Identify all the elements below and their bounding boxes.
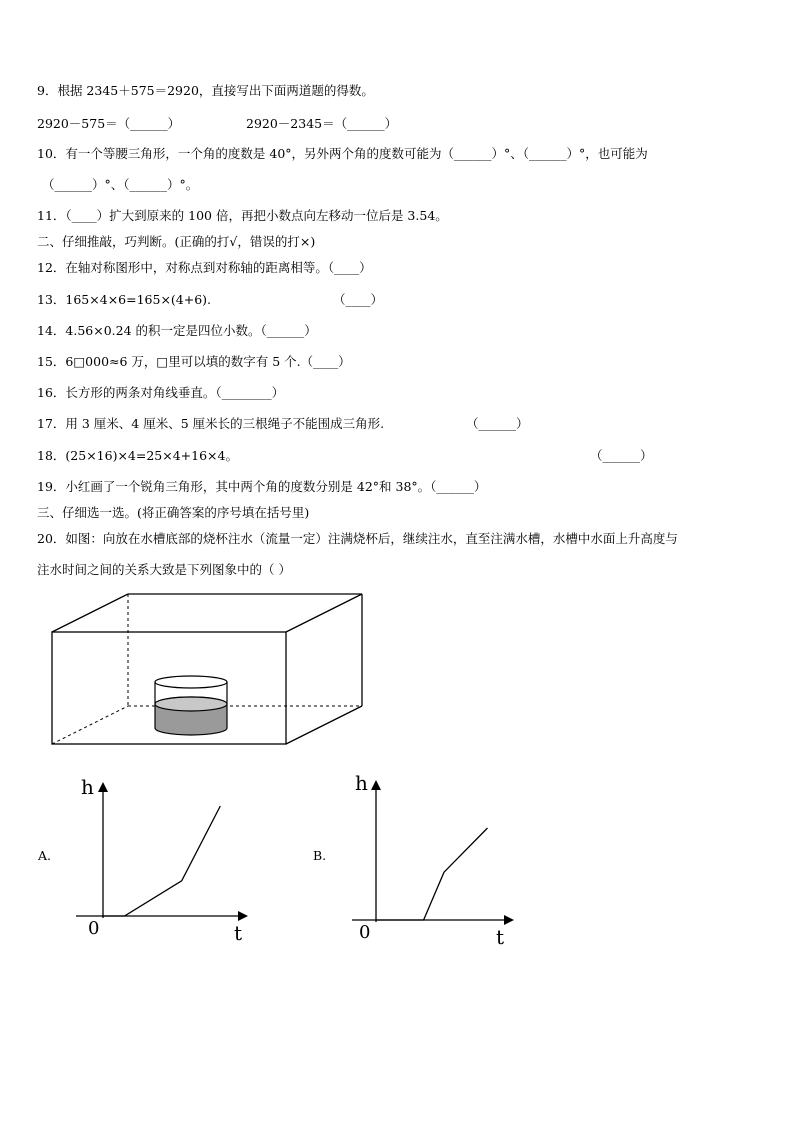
beaker	[155, 676, 227, 735]
option-b-h-label: h	[355, 771, 368, 795]
option-b-label: B.	[313, 848, 327, 863]
section-3-heading: 三、仔细选一选。(将正确答案的序号填在括号里)	[37, 505, 310, 520]
option-a-label: A.	[38, 848, 52, 863]
question-9-stem: 9．根据 2345＋575＝2920，直接写出下面两道题的得数。	[37, 83, 374, 98]
question-9-part-a: 2920－575＝（______）	[37, 116, 181, 131]
question-18: 18．(25×16)×4=25×4+16×4。	[37, 448, 238, 463]
option-a-t-label: t	[234, 921, 243, 945]
option-b-curve	[376, 828, 488, 920]
question-13-blank: （____）	[333, 292, 384, 307]
tank-diagram	[44, 586, 370, 751]
question-12: 12．在轴对称图形中，对称点到对称轴的距离相等。（____）	[37, 260, 372, 275]
question-20-line1: 20．如图：向放在水槽底部的烧杯注水（流量一定）注满烧杯后，继续注水，直至注满水槽，水槽中水面上升高度与	[37, 531, 678, 546]
question-13: 13．165×4×6=165×(4+6).	[37, 292, 212, 307]
question-20-line2: 注水时间之间的关系大致是下列图象中的（ ）	[37, 562, 291, 577]
question-16: 16．长方形的两条对角线垂直。（________）	[37, 385, 285, 400]
option-a-graph	[76, 770, 256, 945]
question-9-part-b: 2920－2345＝（______）	[246, 116, 398, 131]
section-2-heading: 二、仔细推敲，巧判断。(正确的打√，错误的打×)	[37, 234, 316, 249]
question-15: 15．6□000≈6 万，□里可以填的数字有 5 个.（____）	[37, 354, 351, 369]
question-17-blank: （______）	[466, 416, 529, 431]
option-a-h-label: h	[81, 775, 94, 799]
option-b-graph	[350, 770, 530, 945]
option-b-origin: 0	[359, 922, 371, 943]
question-17: 17．用 3 厘米、4 厘米、5 厘米长的三根绳子不能围成三角形.	[37, 416, 385, 431]
option-a-curve	[103, 806, 220, 916]
question-19: 19．小红画了一个锐角三角形，其中两个角的度数分别是 42°和 38°。（______）	[37, 479, 487, 494]
question-10-line2: （______）°、（______）°。	[42, 177, 199, 192]
option-b-t-label: t	[496, 925, 505, 945]
option-a-origin: 0	[88, 918, 100, 939]
question-18-blank: （______）	[590, 448, 653, 463]
question-11: 11．（____）扩大到原来的 100 倍，再把小数点向左移动一位后是 3.54。	[37, 208, 448, 223]
question-10-line1: 10．有一个等腰三角形，一个角的度数是 40°，另外两个角的度数可能为（______）°、（______）°，也可能为	[37, 146, 648, 161]
question-14: 14．4.56×0.24 的积一定是四位小数。（______）	[37, 323, 317, 338]
